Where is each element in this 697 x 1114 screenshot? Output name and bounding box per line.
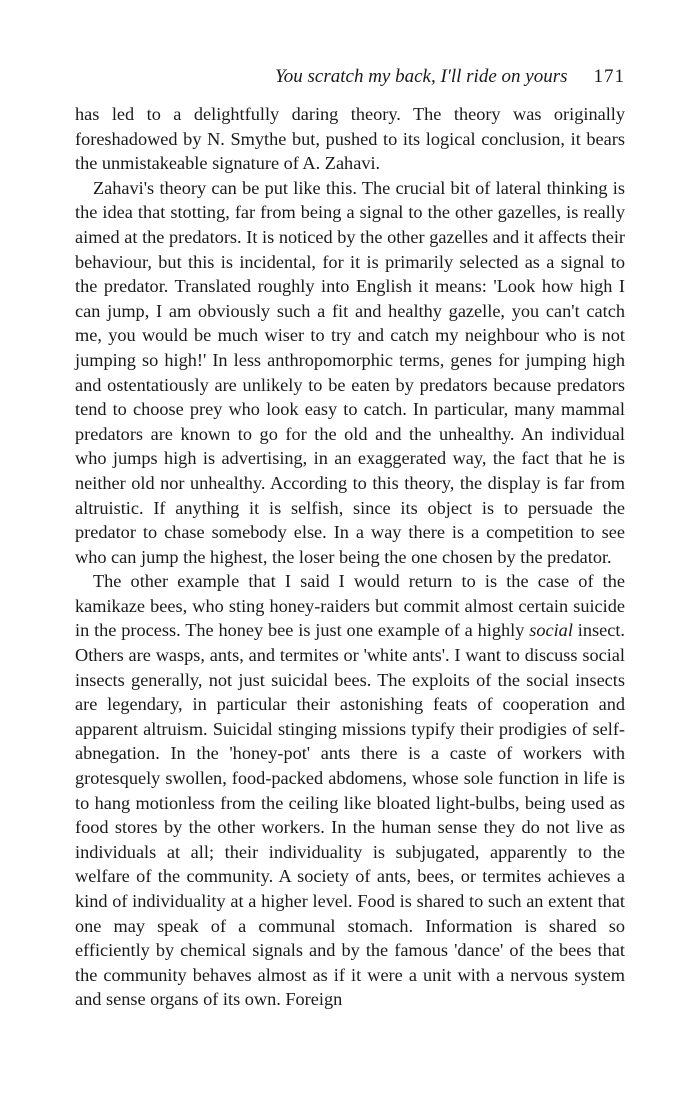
running-title: You scratch my back, I'll ride on yours xyxy=(274,66,568,87)
paragraph-text-after: insect. Others are wasps, ants, and termites or 'white ants'. I want to discuss social insects generally, not just suicidal bees. The exploits of the social insects are legendary, in particular their astonishing feats of cooperation and apparent altruism. Suicidal stinging missions typify their prodigies of self-abnegation. In the 'honey-pot' ants there is a caste of workers with grotesquely swollen, food-packed abdomens, whose sole function in life is to hang motionless from the ceiling like bloated light-bulbs, being used as food stores by the other workers. In the human sense they do not live as individuals at all; their individuality is subjugated, apparently to the welfare of the community. A society of ants, bees, or termites achieves a kind of individuality at a higher level. Food is shared to such an extent that one may speak of a communal stomach. Information is shared so efficiently by chemical signals and by the famous 'dance' of the bees that the community behaves almost as if it were a unit with a nervous system and sense organs of its own. Foreign xyxy=(75,620,625,1010)
paragraph-continuation: has led to a delightfully daring theory. The theory was originally foreshadowed by N. Smythe but, pushed to its logical conclusion, it bears the unmistakeable signature of A. Zahavi. xyxy=(75,104,625,174)
page-number: 171 xyxy=(593,66,625,87)
paragraph-zahavi-theory: Zahavi's theory can be put like this. The crucial bit of lateral thinking is the idea that stotting, far from being a signal to the other gazelles, is really aimed at the predators. It is noticed by the other gazelles and it affects their behaviour, but this is incidental, for it is primarily selected as a signal to the predator. Translated roughly into English it means: 'Look how high I can jump, I am obviously such a fit and healthy gazelle, you can't catch me, you would be much wiser to try and catch my neighbour who is not jumping so high!' In less anthropomorphic terms, genes for jumping high and ostentatiously are unlikely to be eaten by predators because predators tend to choose prey who look easy to catch. In particular, many mammal predators are known to go for the old and the unhealthy. An individual who jumps high is advertising, in an exaggerated way, the fact that he is neither old nor unhealthy. According to this theory, the display is far from altruistic. If anything it is selfish, since its object is to persuade the predator to chase somebody else. In a way there is a competition to see who can jump the highest, the loser being the one chosen by the predator. xyxy=(75,177,625,567)
running-head xyxy=(75,66,625,94)
emphasized-word: social xyxy=(529,620,573,641)
book-page xyxy=(75,66,625,1012)
paragraph-text-before: The other example that I said I would return to is the case of the kamikaze bees, who sting honey-raiders but commit almost certain suicide in the process. The honey bee is just one example of a highly xyxy=(75,571,625,641)
body-text xyxy=(75,102,625,1012)
paragraph-kamikaze-bees xyxy=(75,569,625,1012)
